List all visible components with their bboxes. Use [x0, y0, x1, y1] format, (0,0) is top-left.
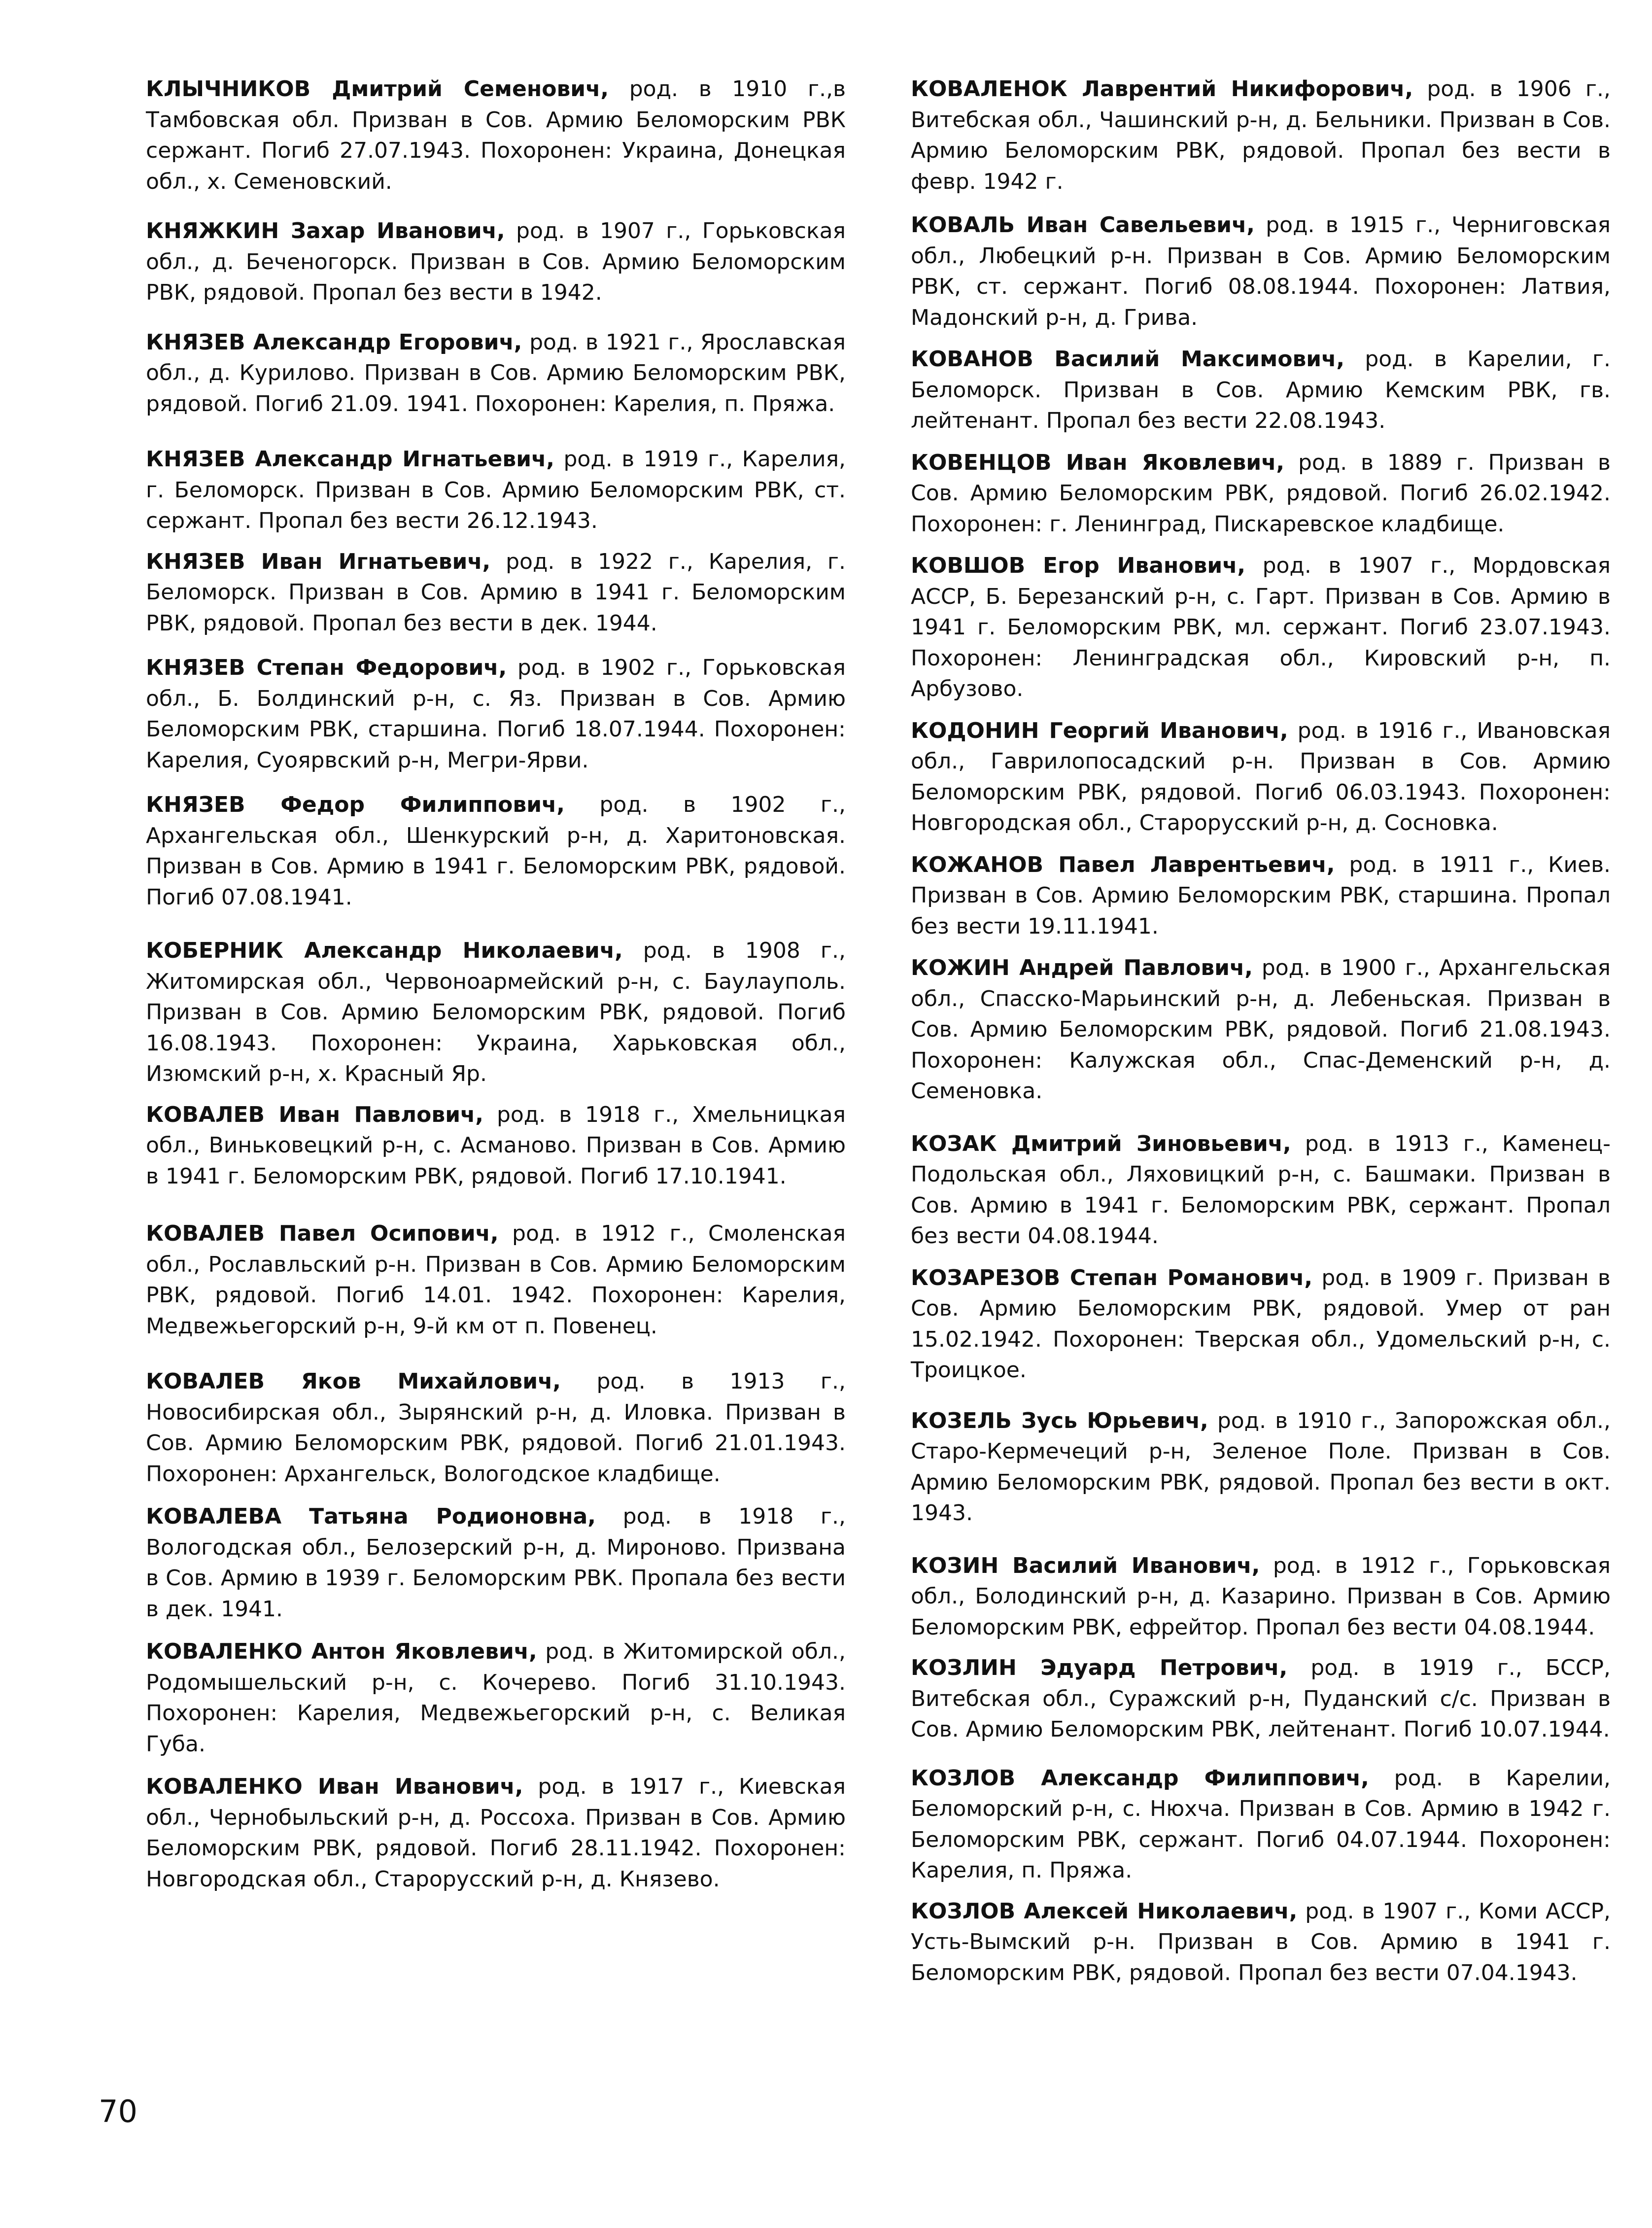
entry-name: КОВАЛЕВ Иван Павлович,: [146, 1102, 483, 1127]
entry-text: род. в 1911 г., Киев. Призван в Сов. Армию Беломорским РВК, старшина. Пропал без вести 19.11.1941.: [911, 852, 1611, 939]
entry-name: КОЗЛОВ Алексей Николаевич,: [911, 1898, 1298, 1924]
entry-name: КОЗЛИН Эдуард Петрович,: [911, 1655, 1288, 1680]
entry-knyazev-alexandr-e: [146, 327, 846, 420]
entry-text: род. в Карелии, г. Беломорск. Призван в Сов. Армию Кемским РВК, гв. лейтенант. Пропал без вести 22.08.1943.: [911, 347, 1611, 433]
entry-text: род. в 1918 г., Вологодская обл., Белозерский р-н, д. Мироново. Призвана в Сов. Армию в 1939 г. Беломорским РВК. Пропала без вести в дек. 1941.: [146, 1504, 846, 1622]
entry-name: КНЯЗЕВ Иван Игнатьевич,: [146, 549, 491, 574]
entry-name: КОЖИН Андрей Павлович,: [911, 955, 1253, 980]
entry-text: род. в 1910 г., Запорожская обл., Старо-Кермечеций р-н, Зеленое Поле. Призван в Сов. Армию Беломорским РВК, рядовой. Пропал без вести в окт. 1943.: [911, 1408, 1611, 1526]
entry-text: род. в 1900 г., Архангельская обл., Спасско-Марьинский р-н, д. Лебеньская. Призван в Сов. Армию Беломорским РВК, рядовой. Погиб 21.08.1943. Похоронен: Калужская обл., Спас-Деменский р-н, д. Семеновка.: [911, 955, 1611, 1104]
entry-text: род. в 1902 г., Горьковская обл., Б. Болдинский р-н, с. Яз. Призван в Сов. Армию Беломорским РВК, старшина. Погиб 18.07.1944. Похоронен: Карелия, Суоярвский р-н, Мегри-Ярви.: [146, 655, 846, 773]
entry-kozlin: [911, 1653, 1611, 1745]
entry-name: КОБЕРНИК Александр Николаевич,: [146, 938, 623, 963]
entry-kozhin: [911, 953, 1611, 1107]
entry-name: КОЗАК Дмитрий Зиновьевич,: [911, 1131, 1291, 1156]
entry-name: КНЯЗЕВ Александр Егорович,: [146, 329, 522, 355]
entry-kozel: [911, 1406, 1611, 1529]
entry-kobernik: [146, 936, 846, 1090]
entry-knyazev-stepan: [146, 653, 846, 776]
right-column: [911, 74, 1611, 1988]
entry-name: КОВАЛЕНОК Лаврентий Никифорович,: [911, 76, 1413, 102]
entry-name: КОВАЛЕНКО Иван Иванович,: [146, 1774, 523, 1799]
entry-kozin: [911, 1551, 1611, 1643]
entry-kozhanov: [911, 850, 1611, 942]
left-column: [146, 74, 846, 1895]
entry-kovalev-pavel: [146, 1218, 846, 1342]
entry-text: род. в 1921 г., Ярославская обл., д. Курилово. Призван в Сов. Армию Беломорским РВК, рядовой. Погиб 21.09. 1941. Похоронен: Карелия, п. Пряжа.: [146, 329, 846, 417]
entry-name: КОЗЛОВ Александр Филиппович,: [911, 1765, 1369, 1791]
entry-text: род. в 1906 г., Витебская обл., Чашинский р-н, д. Бельники. Призван в Сов. Армию Беломорским РВК, рядовой. Пропал без вести в февр. 1942 г.: [911, 76, 1611, 194]
entry-text: род. в 1907 г., Горьковская обл., д. Беченогорск. Призван в Сов. Армию Беломорским РВК, рядовой. Пропал без вести в 1942.: [146, 218, 846, 305]
entry-name: КОВАЛЕНКО Антон Яковлевич,: [146, 1639, 537, 1664]
entry-name: КНЯЗЕВ Александр Игнатьевич,: [146, 447, 554, 472]
entry-name: КОДОНИН Георгий Иванович,: [911, 718, 1288, 743]
entry-text: род. в 1913 г., Новосибирская обл., Зырянский р-н, д. Иловка. Призван в Сов. Армию Беломорским РВК, рядовой. Погиб 21.01.1943. Похоронен: Архангельск, Вологодское кладбище.: [146, 1369, 846, 1487]
entry-name: КНЯЗЕВ Степан Федорович,: [146, 655, 507, 680]
entry-kovalenko-ivan: [146, 1772, 846, 1895]
entry-name: КНЯЗЕВ Федор Филиппович,: [146, 792, 565, 817]
entry-knyazev-alexandr-i: [146, 444, 846, 537]
entry-text: род. в 1907 г., Коми АССР, Усть-Вымский р-н. Призван в Сов. Армию в 1941 г. Беломорским РВК, рядовой. Пропал без вести 07.04.1943.: [911, 1898, 1611, 1985]
entry-kozlov-aleksey: [911, 1896, 1611, 1989]
entry-text: род. в 1907 г., Мордовская АССР, Б. Березанский р-н, с. Гарт. Призван в Сов. Армию в 1941 г. Беломорским РВК, мл. сержант. Погиб 23.07.1943. Похоронен: Ленинградская обл., Кировский р-н, п. Арбузово.: [911, 553, 1611, 701]
entry-name: КОВАЛЕВА Татьяна Родионовна,: [146, 1504, 596, 1529]
entry-text: род. в 1909 г. Призван в Сов. Армию Беломорским РВК, рядовой. Умер от ран 15.02.1942. Похоронен: Тверская обл., Удомельский р-н, с. Троицкое.: [911, 1265, 1611, 1383]
entry-name: КОЗЕЛЬ Зусь Юрьевич,: [911, 1408, 1208, 1433]
entry-name: КОЖАНОВ Павел Лаврентьевич,: [911, 852, 1335, 877]
entry-text: род. в 1919 г., БССР, Витебская обл., Суражский р-н, Пуданский с/с. Призван в Сов. Армию Беломорским РВК, лейтенант. Погиб 10.07.1944.: [911, 1655, 1611, 1742]
entry-text: род. в 1915 г., Черниговская обл., Любецкий р-н. Призван в Сов. Армию Беломорским РВК, ст. сержант. Погиб 08.08.1944. Похоронен: Латвия, Мадонский р-н, д. Грива.: [911, 212, 1611, 330]
entry-name: КОВШОВ Егор Иванович,: [911, 553, 1246, 578]
entry-kovalenko-anton: [146, 1636, 846, 1760]
entry-name: КОЗАРЕЗОВ Степан Романович,: [911, 1265, 1313, 1290]
entry-name: КОВАЛЕВ Яков Михайлович,: [146, 1369, 561, 1394]
entry-name: КОВЕНЦОВ Иван Яковлевич,: [911, 450, 1285, 475]
entry-name: КНЯЖКИН Захар Иванович,: [146, 218, 505, 244]
entry-kovanov: [911, 344, 1611, 437]
entry-text: род. в 1916 г., Ивановская обл., Гаврилопосадский р-н. Призван в Сов. Армию Беломорским РВК, рядовой. Погиб 06.03.1943. Похоронен: Новгородская обл., Старорусский р-н, д. Сосновка.: [911, 718, 1611, 836]
entry-name: КОВАНОВ Василий Максимович,: [911, 347, 1345, 372]
entry-text: род. в 1910 г.,в Тамбовская обл. Призван в Сов. Армию Беломорским РВК сержант. Погиб 27.07.1943. Похоронен: Украина, Донецкая обл., х. Семеновский.: [146, 76, 846, 194]
entry-klychnikov: [146, 74, 846, 197]
entry-kovalenok: [911, 74, 1611, 197]
entry-kodonin: [911, 716, 1611, 839]
entry-text: род. в 1889 г. Призван в Сов. Армию Беломорским РВК, рядовой. Погиб 26.02.1942. Похоронен: г. Ленинград, Пискаревское кладбище.: [911, 450, 1611, 537]
entry-text: род. в 1913 г., Каменец-Подольская обл., Ляховицкий р-н, с. Башмаки. Призван в Сов. Армию в 1941 г. Беломорским РВК, сержант. Пропал без вести 04.08.1944.: [911, 1131, 1611, 1249]
entry-text: род. в 1908 г., Житомирская обл., Червоноармейский р-н, с. Баулауполь. Призван в Сов. Армию Беломорским РВК, рядовой. Погиб 16.08.1943. Похоронен: Украина, Харьковская обл., Изюмский р-н, х. Красный Яр.: [146, 938, 846, 1086]
entry-text: род. в 1912 г., Горьковская обл., Болодинский р-н, д. Казарино. Призван в Сов. Армию Беломорским РВК, ефрейтор. Пропал без вести 04.08.1944.: [911, 1553, 1611, 1640]
entry-kozarezov: [911, 1263, 1611, 1386]
entry-kovshov: [911, 551, 1611, 705]
entry-text: род. в Житомирской обл., Родомышельский р-н, с. Кочерево. Погиб 31.10.1943. Похоронен: Карелия, Медвежьегорский р-н, с. Великая Губа.: [146, 1639, 846, 1757]
entry-kozak: [911, 1129, 1611, 1252]
entry-name: КОВАЛЬ Иван Савельевич,: [911, 212, 1255, 238]
entry-text: род. в 1917 г., Киевская обл., Чернобыльский р-н, д. Россоха. Призван в Сов. Армию Беломорским РВК, рядовой. Погиб 28.11.1942. Похоронен: Новгородская обл., Старорусский р-н, д. Князево.: [146, 1774, 846, 1892]
entry-name: КОВАЛЕВ Павел Осипович,: [146, 1221, 499, 1246]
entry-text: род. в 1922 г., Карелия, г. Беломорск. Призван в Сов. Армию в 1941 г. Беломорским РВК, рядовой. Пропал без вести в дек. 1944.: [146, 549, 846, 636]
entry-knyazhkin: [146, 216, 846, 309]
entry-text: род. в 1918 г., Хмельницкая обл., Виньковецкий р-н, с. Асманово. Призван в Сов. Армию в 1941 г. Беломорским РВК, рядовой. Погиб 17.10.1941.: [146, 1102, 846, 1189]
entry-knyazev-ivan: [146, 547, 846, 639]
entry-text: род. в Карелии, Беломорский р-н, с. Нюхча. Призван в Сов. Армию в 1942 г. Беломорским РВК, сержант. Погиб 04.07.1944. Похоронен: Карелия, п. Пряжа.: [911, 1765, 1611, 1883]
page-number: 70: [99, 2093, 138, 2129]
entry-kovaleva-tatyana: [146, 1501, 846, 1625]
entry-text: род. в 1919 г., Карелия, г. Беломорск. Призван в Сов. Армию Беломорским РВК, ст. сержант. Пропал без вести 26.12.1943.: [146, 447, 846, 533]
entry-kovalev-yakov: [146, 1366, 846, 1490]
entry-kozlov-alexandr: [911, 1763, 1611, 1886]
entry-name: КЛЫЧНИКОВ Дмитрий Семенович,: [146, 76, 609, 102]
entry-knyazev-fedor: [146, 790, 846, 913]
entry-text: род. в 1912 г., Смоленская обл., Рославльский р-н. Призван в Сов. Армию Беломорским РВК, рядовой. Погиб 14.01. 1942. Похоронен: Карелия, Медвежьегорский р-н, 9-й км от п. Повенец.: [146, 1221, 846, 1339]
entry-text: род. в 1902 г., Архангельская обл., Шенкурский р-н, д. Харитоновская. Призван в Сов. Армию в 1941 г. Беломорским РВК, рядовой. Погиб 07.08.1941.: [146, 792, 846, 910]
entry-kovalev-ivan: [146, 1100, 846, 1192]
entry-koval-ivan: [911, 210, 1611, 333]
entry-name: КОЗИН Василий Иванович,: [911, 1553, 1260, 1578]
entry-koventsov: [911, 448, 1611, 540]
